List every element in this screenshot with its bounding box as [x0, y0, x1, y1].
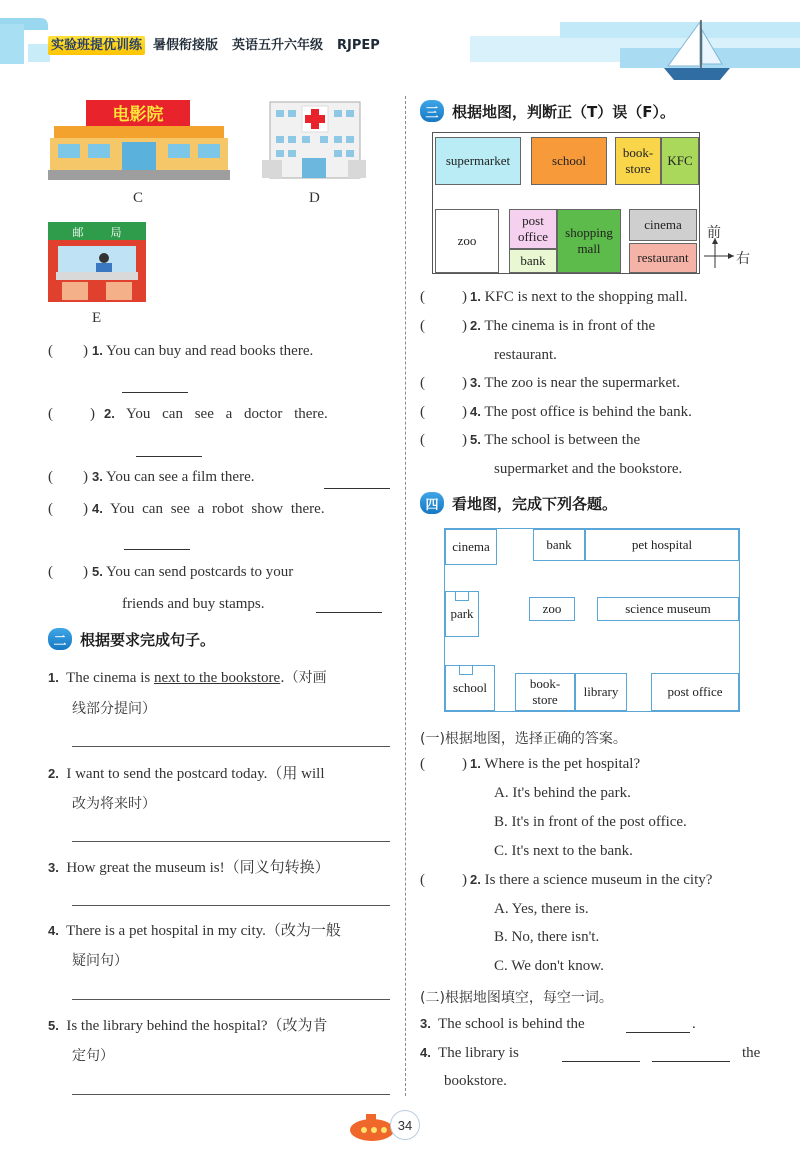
p2-q1	[48, 667, 327, 687]
brand-label: 实验班提优训练	[48, 36, 145, 55]
p2-q4	[48, 919, 341, 940]
post-sign-1: 邮	[72, 226, 84, 239]
underlined-phrase: next to the bookstore	[153, 670, 281, 686]
paren-close: )	[462, 375, 467, 391]
paren-open: (	[420, 289, 425, 305]
p1-q3	[92, 469, 254, 486]
header-title	[48, 34, 380, 53]
q-instruction: .（对画	[280, 670, 327, 686]
subject-label: 英语五升六年级	[232, 38, 324, 53]
q-num: 4.	[470, 404, 481, 419]
paren-open: (	[48, 406, 53, 422]
part3-heading	[420, 100, 675, 122]
page-number: 34	[390, 1110, 420, 1140]
p4-q2	[470, 872, 712, 889]
map2-zoo: zoo	[529, 597, 575, 621]
part4-badge: 四	[420, 492, 444, 514]
part2-heading	[48, 628, 215, 650]
p4-q2-option-c[interactable]: C. We don't know.	[494, 958, 604, 974]
p1-q1	[92, 343, 313, 360]
paren-close: )	[90, 406, 95, 422]
p4-q1-option-c[interactable]: C. It's next to the bank.	[494, 843, 633, 859]
part2-badge: 二	[48, 628, 72, 650]
q-num: 1.	[48, 670, 59, 685]
q-text: The school is behind the	[438, 1016, 585, 1032]
p3-q4	[470, 404, 692, 421]
q-num: 4.	[420, 1045, 431, 1060]
part4-title: 看地图，完成下列各题。	[452, 494, 618, 513]
p4-q4-blank-2[interactable]	[652, 1061, 730, 1062]
q-text: You can send postcards to your	[106, 564, 294, 580]
p2-q1-line2: 线部分提问）	[72, 701, 156, 717]
p2-q2-line2: 改为将来时）	[72, 796, 156, 812]
p2-q3-answer-line[interactable]	[72, 905, 390, 906]
q-text: I want to send the postcard today.（用 will	[66, 766, 325, 782]
q-text: The school is between the	[484, 432, 641, 448]
hospital-building-image	[262, 100, 366, 180]
q-text: Where is the pet hospital?	[484, 756, 641, 772]
paren-close: )	[462, 404, 467, 420]
p1-q4-blank[interactable]	[124, 549, 190, 550]
p4-q2-option-a[interactable]: A. Yes, there is.	[494, 901, 589, 917]
q-num: 2.	[470, 318, 481, 333]
map1-zoo: zoo	[435, 209, 499, 273]
compass-front-label: 前	[707, 225, 721, 241]
p3-q3	[470, 375, 680, 392]
p4-q3-end: .	[692, 1016, 696, 1032]
p1-q5-line2: friends and buy stamps.	[122, 596, 265, 612]
paren-close: )	[462, 318, 467, 334]
paren-open: (	[48, 564, 53, 580]
label-e: E	[92, 310, 102, 326]
map1-bookstore-line1: book-	[622, 144, 654, 160]
map1-post-line2: office	[517, 229, 549, 244]
p4-q3	[420, 1016, 585, 1033]
post-sign-2: 局	[110, 226, 122, 239]
map1-mall-line2: mall	[577, 241, 601, 256]
p4-q2-option-b[interactable]: B. No, there isn't.	[494, 929, 600, 945]
q-text: The cinema is	[66, 670, 154, 686]
paren-close: )	[83, 343, 88, 359]
paren-open: (	[420, 432, 425, 448]
p2-q5-answer-line[interactable]	[72, 1094, 390, 1095]
part3-title: 根据地图，判断正（T）误（F）。	[452, 102, 675, 121]
map1-post-line1: post	[522, 212, 544, 228]
q-num: 3.	[470, 375, 481, 390]
map1-bookstore	[615, 137, 661, 185]
q-num: 3.	[92, 469, 103, 484]
p4-q4	[420, 1045, 519, 1062]
q-text: The library is	[438, 1045, 519, 1061]
q-num: 4.	[48, 923, 59, 938]
p1-q1-blank[interactable]	[122, 392, 188, 393]
map1-school: school	[531, 137, 607, 185]
paren-close: )	[83, 501, 88, 517]
p3-q5-line2: supermarket and the bookstore.	[494, 461, 683, 477]
edition-label: 暑假衔接版	[153, 38, 219, 53]
cinema-sign: 电影院	[112, 105, 164, 125]
p1-q3-blank[interactable]	[324, 488, 390, 489]
p2-q5	[48, 1014, 328, 1035]
paren-close: )	[462, 289, 467, 305]
q-text: Is the library behind the hospital?（改为肯	[66, 1018, 328, 1034]
paren-open: (	[48, 501, 53, 517]
paren-close: )	[462, 432, 467, 448]
p4-q4-line2: bookstore.	[444, 1073, 507, 1089]
paren-open: (	[420, 872, 425, 888]
map2-library: library	[575, 673, 627, 711]
paren-close: )	[462, 756, 467, 772]
q-num: 2.	[470, 872, 481, 887]
q-text: Is there a science museum in the city?	[484, 872, 713, 888]
p4-q1	[470, 756, 640, 773]
p3-q2-line2: restaurant.	[494, 347, 557, 363]
q-num: 1.	[470, 289, 481, 304]
cinema-building-image	[48, 98, 230, 182]
p1-q5	[92, 564, 293, 581]
map2-bank: bank	[533, 529, 585, 561]
map1-shopping-mall	[557, 209, 621, 273]
map2-school-door	[459, 665, 473, 675]
q-num: 2.	[48, 766, 59, 781]
map2-park: park	[445, 591, 479, 637]
map1-supermarket: supermarket	[435, 137, 521, 185]
p1-q4	[92, 501, 325, 518]
q-num: 3.	[48, 860, 59, 875]
p2-q5-line2: 定句）	[72, 1048, 114, 1064]
p3-q1	[470, 289, 688, 306]
q-num: 3.	[420, 1016, 431, 1031]
paren-close: )	[462, 872, 467, 888]
q-num: 5.	[48, 1018, 59, 1033]
map2-pet-hospital: pet hospital	[585, 529, 739, 561]
q-num: 5.	[470, 432, 481, 447]
q-num: 1.	[92, 343, 103, 358]
p1-q5-blank[interactable]	[316, 612, 382, 613]
p4-sub2-title: (二)根据地图填空，每空一词。	[420, 990, 613, 1006]
q-text: You can see a robot show there.	[110, 501, 325, 517]
label-d: D	[309, 190, 320, 206]
paren-open: (	[48, 469, 53, 485]
map2-science-museum: science museum	[597, 597, 739, 621]
q-text: You can see a film there.	[106, 469, 255, 485]
map1-mall-line1: shopping	[565, 224, 613, 240]
p1-q2-blank[interactable]	[136, 456, 202, 457]
post-office-building-image	[48, 222, 146, 302]
p2-q1-answer-line[interactable]	[72, 746, 390, 747]
map2-bookstore-line1: book-	[529, 675, 561, 691]
q-text: There is a pet hospital in my city.（改为一般	[66, 923, 341, 939]
p2-q4-answer-line[interactable]	[72, 999, 390, 1000]
part3-badge: 三	[420, 100, 444, 122]
map1-kfc: KFC	[661, 137, 699, 185]
map1-post-office	[509, 209, 557, 249]
paren-open: (	[420, 756, 425, 772]
p4-q4-post: the	[742, 1045, 761, 1061]
p2-q2	[48, 762, 325, 783]
q-text: KFC is next to the shopping mall.	[484, 289, 688, 305]
p3-q2	[470, 318, 655, 335]
map2-bookstore	[515, 673, 575, 711]
p4-q3-blank[interactable]	[626, 1032, 690, 1033]
p1-q2	[104, 406, 328, 423]
map2	[444, 528, 740, 712]
column-divider	[405, 96, 406, 1096]
q-text: How great the museum is!（同义句转换）	[66, 860, 330, 876]
q-num: 2.	[104, 406, 115, 421]
q-text: You can see a doctor there.	[126, 406, 328, 422]
p4-q1-option-a[interactable]: A. It's behind the park.	[494, 785, 631, 801]
p4-sub1-title: (一)根据地图，选择正确的答案。	[420, 731, 627, 747]
map2-park-door	[455, 591, 469, 601]
paren-close: )	[83, 469, 88, 485]
map1-bookstore-line2: store	[625, 161, 651, 176]
code-label: RJPEP	[337, 38, 380, 53]
p2-q2-answer-line[interactable]	[72, 841, 390, 842]
part2-title: 根据要求完成句子。	[80, 630, 216, 649]
q-num: 1.	[470, 756, 481, 771]
q-text: The cinema is in front of the	[484, 318, 656, 334]
map1-bank: bank	[509, 249, 557, 273]
map1-restaurant: restaurant	[629, 243, 697, 273]
paren-open: (	[420, 404, 425, 420]
p4-q4-blank-1[interactable]	[562, 1061, 640, 1062]
p3-q5	[470, 432, 640, 449]
p4-q1-option-b[interactable]: B. It's in front of the post office.	[494, 814, 687, 830]
part4-heading	[420, 492, 617, 514]
map2-cinema: cinema	[445, 529, 497, 565]
q-text: The post office is behind the bank.	[484, 404, 692, 420]
header-banner	[0, 0, 800, 86]
map1-cinema: cinema	[629, 209, 697, 241]
p2-q3	[48, 856, 330, 877]
map2-bookstore-line2: store	[532, 692, 558, 707]
p2-q4-line2: 疑问句）	[72, 953, 128, 969]
q-text: You can buy and read books there.	[106, 343, 314, 359]
label-c: C	[133, 190, 144, 206]
q-num: 5.	[92, 564, 103, 579]
paren-open: (	[48, 343, 53, 359]
map2-post-office: post office	[651, 673, 739, 711]
paren-open: (	[420, 318, 425, 334]
q-num: 4.	[92, 501, 103, 516]
map1	[432, 132, 700, 274]
q-text: The zoo is near the supermarket.	[484, 375, 681, 391]
map2-school: school	[445, 665, 495, 711]
paren-open: (	[420, 375, 425, 391]
paren-close: )	[83, 564, 88, 580]
compass-right-label: 右	[736, 251, 750, 267]
